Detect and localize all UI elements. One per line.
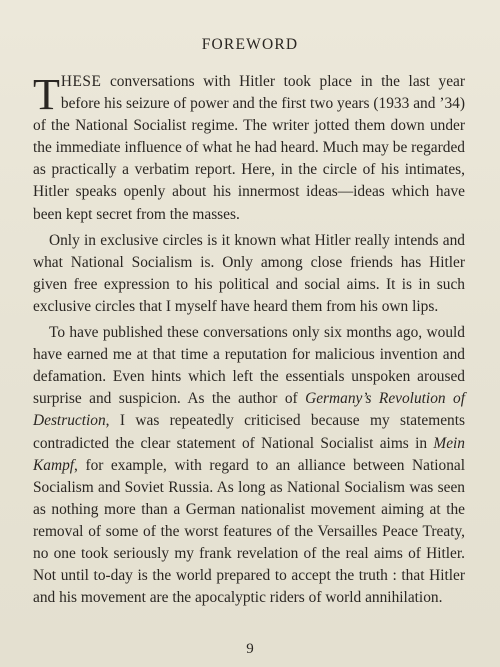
paragraph-3-text-c: , for example, with regard to an alliance between National Socialism and Soviet Russia. As long as National Socialism was seen as nothing more than a German nationalist movement aiming at the removal of some of the worst features of the Versailles Peace Treaty, no one took seriously my frank revelation of the real aims of Hitler. Not until to-day is the world prepared to accept the truth : that Hitler and his movement are the apocalyptic riders of world annihilation. bbox=[33, 456, 465, 607]
page-number: 9 bbox=[246, 641, 254, 657]
book-title-1: Germany’s Revolution of Destruction bbox=[33, 390, 465, 430]
small-caps-lead: HESE bbox=[60, 73, 102, 90]
foreword-body bbox=[33, 71, 465, 609]
paragraph-1-text: conversations with Hitler took place in the last year before his seizure of power and the first two years (1933 and ’34) of the National Socialist regime. The writer jotted them down under the immediate influence of what he had heard. Much may be regarded as practically a verbatim report. Here, in the circle of his intimates, Hitler speaks openly about his innermost ideas—ideas which have been kept secret from the masses. bbox=[33, 73, 465, 223]
page-title: FOREWORD bbox=[201, 36, 299, 53]
book-title-2: Mein Kampf bbox=[33, 434, 465, 474]
paragraph-3 bbox=[33, 322, 465, 609]
paragraph-2: Only in exclusive circles is it known what Hitler really intends and what National Socialism is. Only among close friends has Hitler given free expression to his political and social aims. It is in such exclusive circles that I myself have heard them from his own lips. bbox=[33, 231, 465, 315]
paragraph-1 bbox=[33, 71, 465, 226]
drop-cap: T bbox=[33, 70, 60, 119]
paragraph-3-text-a: To have published these conversations only six months ago, would have earned me at that time a reputation for malicious invention and defamation. Even hints which left the essentials unspoken aroused surprise and suspicion. As the author of bbox=[33, 324, 465, 408]
paragraph-3-text-b: , I was repeatedly criticised because my statements contradicted the clear statement of National Socialist aims in bbox=[33, 412, 465, 452]
